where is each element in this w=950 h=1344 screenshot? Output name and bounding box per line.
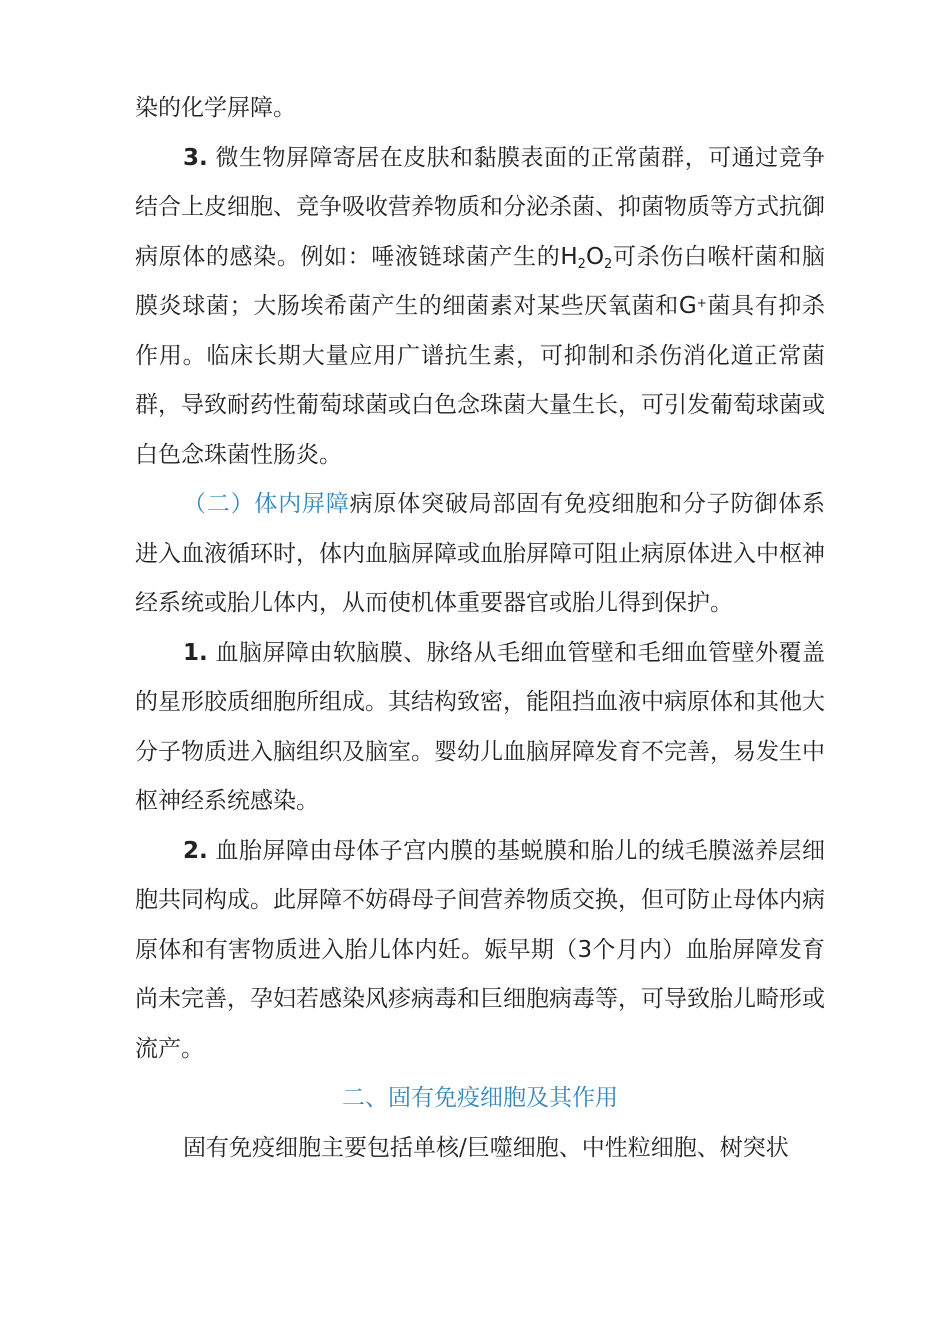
document-page [135,84,825,1173]
item-number: 3. [183,144,208,171]
formula-h2o2 [560,244,612,270]
section-heading: 二、固有免疫细胞及其作用 [342,1085,618,1111]
formula-h-subscript: 2 [577,256,586,272]
paragraph-text: 血胎屏障由母体子宫内膜的基蜕膜和胎儿的绒毛膜滋养层细胞共同构成。此屏障不妨碍母子间营养物质交换，但可防止母体内病原体和有害物质进入胎儿体内妊。娠早期（ [135,837,825,963]
paragraph-text: 病原体突破局部固有免疫细胞和分子防御体系进入血液循环时，体内血脑屏障或血胎屏障可阻止病原体进入中枢神经系统或胎儿体内，从而使机体重要器官或胎儿得到保护。 [135,491,826,616]
paragraph-text: 可杀伤白喉杆菌和脑膜炎球菌；大肠埃希菌产生的细菌素对某些厌氧菌和 [135,243,826,319]
paragraph-text: 固有免疫细胞主要包括单核/巨噬细胞、中性粒细胞、树突状 [183,1134,789,1161]
paragraph-blood-brain-barrier [135,629,825,827]
paragraph-text: 染的化学屏障。 [135,95,296,121]
paragraph-text: 血脑屏障由软脑膜、脉络从毛细血管壁和毛细血管壁外覆盖的星形胶质细胞所组成。其结构致密，能阻挡血液中病原体和其他大分子物质进入脑组织及脑室。婴幼儿血脑屏障发育不完善，易发生中枢神经系统感染。 [135,639,825,814]
paragraph-text: 个月内）血胎屏障发育尚未完善，孕妇若感染风疹病毒和巨细胞病毒等，可导致胎儿畸形或流产。 [135,936,826,1062]
paragraph-chemical-barrier-end [135,84,825,134]
item-number: 1. [183,639,208,666]
formula-o-subscript: 2 [604,256,613,272]
paragraph-text: 菌具有抑杀作用。临床长期大量应用广谱抗生素，可抑制和杀伤消化道正常菌群，导致耐药性葡萄球菌或白色念珠菌大量生长，可引发葡萄球菌或白色念珠菌性肠炎。 [135,293,826,468]
formula-o: O [585,243,605,270]
gram-letter: G [678,293,697,319]
paragraph-internal-barrier [135,480,825,629]
paragraph-innate-immune-cells [135,1124,825,1174]
paragraph-text: 微生物屏障寄居在皮肤和黏膜表面的正常菌群，可通过竞争结合上皮细胞、竞争吸收营养物质和分泌杀菌、抑菌物质等方式抗御病原体的感染。例如：唾液链球菌产生的 [135,144,825,270]
paragraph-blood-placental-barrier [135,827,825,1075]
months-number: 3 [577,936,593,963]
item-number: 2. [183,837,208,864]
gram-positive-label [679,293,707,319]
paragraph-microbial-barrier [135,134,825,481]
gram-superscript: + [696,296,707,310]
formula-h: H [560,243,578,270]
section-label: （二）体内屏障 [183,491,350,517]
